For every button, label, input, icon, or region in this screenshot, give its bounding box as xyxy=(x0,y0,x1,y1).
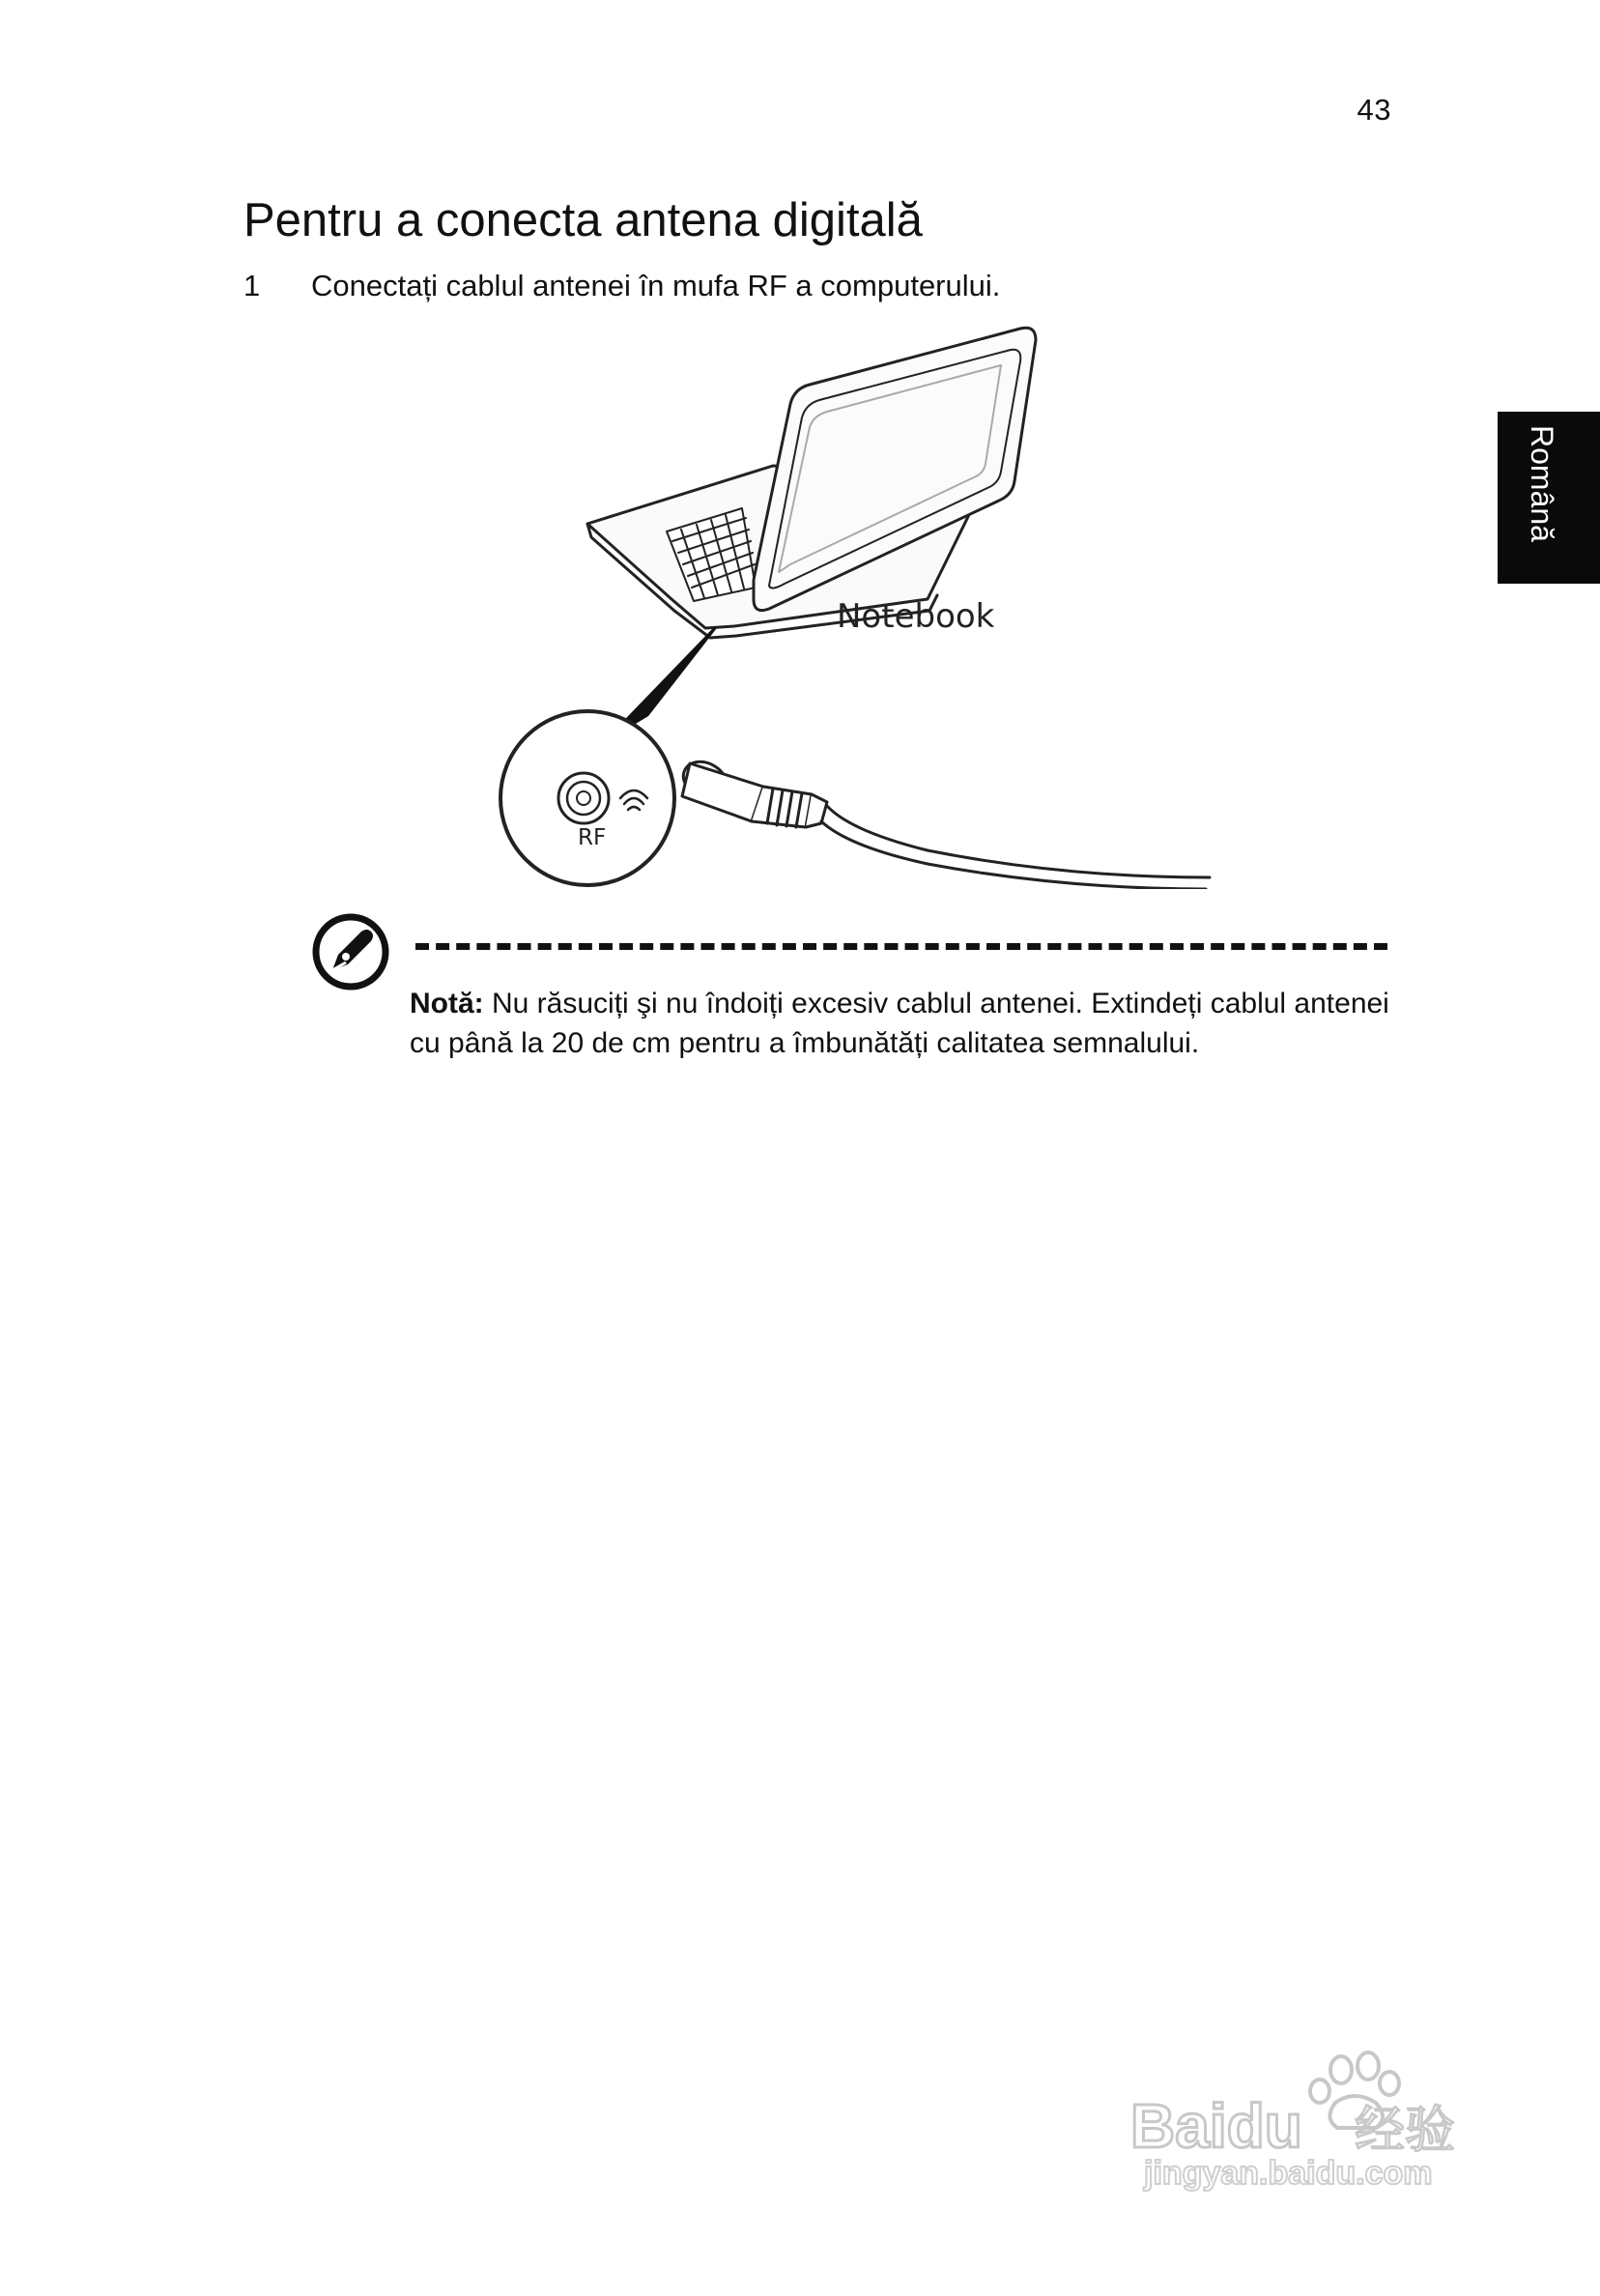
note-text-block xyxy=(410,984,1414,1063)
baidu-watermark xyxy=(1130,2039,1498,2194)
note-divider xyxy=(415,943,1387,950)
step-text: Conectați cablul antenei în mufa RF a computerului. xyxy=(311,269,1001,302)
watermark-url: jingyan.baidu.com xyxy=(1144,2155,1433,2192)
watermark-suffix: 经验 xyxy=(1355,2102,1456,2160)
language-tab-label: Română xyxy=(1525,425,1559,542)
note-label: Notă: xyxy=(410,988,484,1019)
language-tab xyxy=(1498,412,1600,584)
notebook-label: Notebook xyxy=(837,597,995,636)
note-body: Nu răsuciți şi nu îndoiți excesiv cablul antenei. Extindeți cablul antenei cu până la 20 de cm pentru a îmbunătăți calitatea semnalului. xyxy=(410,988,1389,1059)
note-pen-icon xyxy=(311,912,390,991)
section-heading: Pentru a conecta antena digitală xyxy=(243,194,923,246)
watermark-brand: Baidu xyxy=(1130,2091,1302,2161)
antenna-cable xyxy=(827,806,1210,877)
page-number: 43 xyxy=(1357,93,1391,127)
step-number: 1 xyxy=(243,269,261,302)
coax-connector-icon xyxy=(676,754,827,827)
rf-port-label: RF xyxy=(578,825,607,850)
